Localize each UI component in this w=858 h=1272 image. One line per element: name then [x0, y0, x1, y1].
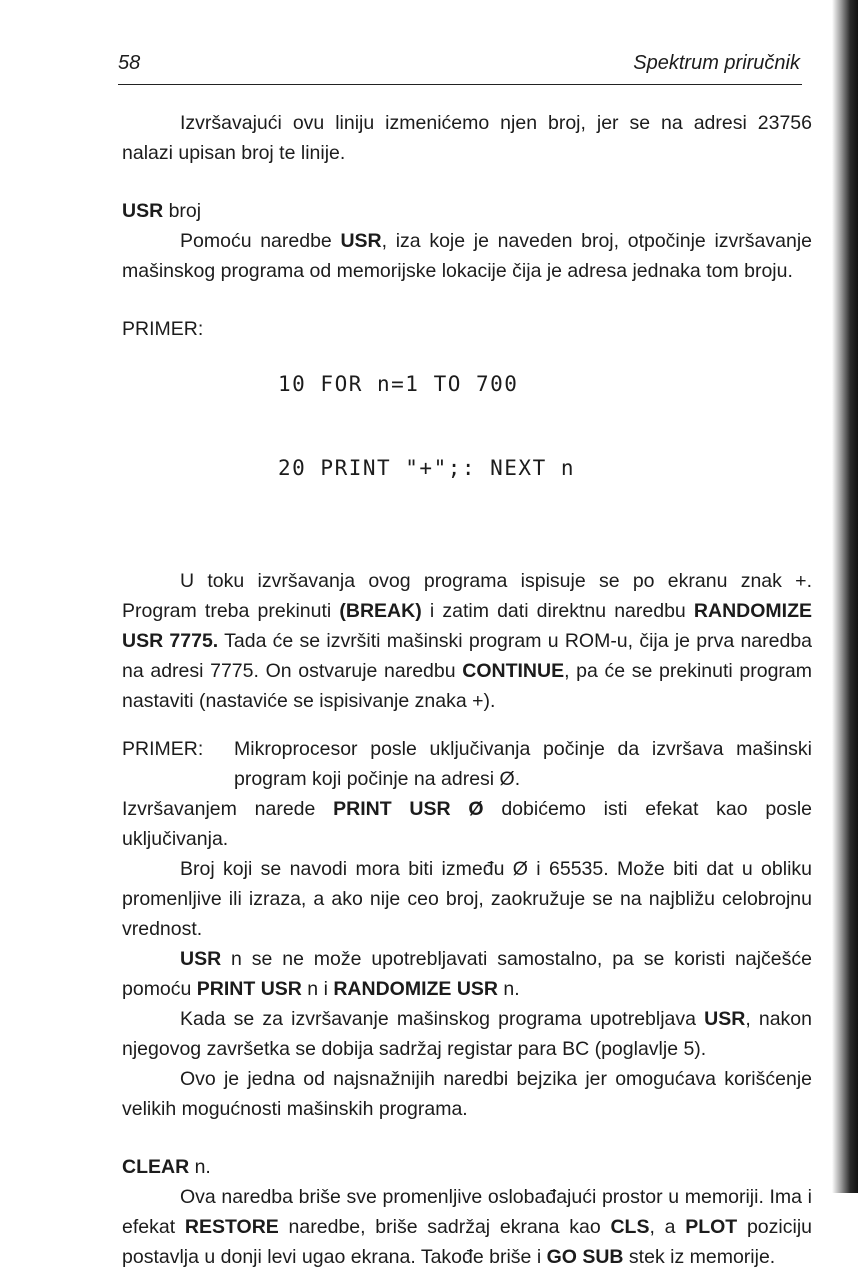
text-run: Ovo je jedna od najsnažnijih naredbi bejzika jer omogućava korišćenje velikih mogućnosti mašinskih programa. — [122, 1068, 812, 1120]
keyword: PRINT USR — [196, 978, 302, 1000]
text-run: Kada se za izvršavanje mašinskog programa upotrebljava — [180, 1008, 705, 1030]
clear-keyword: CLEAR — [122, 1156, 190, 1178]
page-header — [118, 52, 802, 85]
code-line: 20 PRINT "+";: NEXT n — [278, 456, 576, 480]
text-run: n i — [301, 978, 334, 1000]
code-line: 10 FOR n=1 TO 700 — [278, 372, 519, 396]
example-2-text: Mikroprocesor posle uključivanja počinje da izvršava mašinski program koji počinje na adresi Ø. — [234, 738, 812, 790]
usr-paragraph-4 — [122, 854, 812, 944]
text-run: Izvršavanjem narede — [122, 798, 334, 820]
keyword: RANDOMIZE USR 7775. — [122, 600, 812, 652]
keyword: USR — [704, 1008, 746, 1030]
running-title: Spektrum priručnik — [633, 52, 800, 74]
keyword: RESTORE — [184, 1216, 279, 1238]
keyword: RANDOMIZE USR — [333, 978, 498, 1000]
keyword: PRINT USR Ø — [333, 798, 484, 820]
text-run: naredbe, briše sadržaj ekrana kao — [278, 1216, 611, 1238]
intro-paragraph: Izvršavajući ovu liniju izmenićemo njen broj, jer se na adresi 23756 nalazi upisan broj te linije. — [122, 112, 812, 164]
text-run: Ova naredba briše sve promenljive oslobađajući prostor u memoriji. Ima i efekat — [122, 1186, 812, 1238]
text-run: , nakon njegovog završetka se dobija sadržaj registar para BC (poglavlje 5). — [122, 1008, 812, 1060]
keyword: CLS — [610, 1216, 650, 1238]
usr-paragraph-6 — [122, 1004, 812, 1064]
text-run: , a — [649, 1216, 686, 1238]
text-run: Tada će se izvršiti mašinski program u ROM-u, čija je prva naredba na adresi 7775. On ostvaruje naredbu — [122, 630, 813, 682]
text-run: Pomoću naredbe — [180, 230, 341, 252]
keyword: GO SUB — [546, 1246, 624, 1268]
text-run: dobićemo isti efekat kao posle uključivanja. — [122, 798, 812, 850]
scanned-page-edge — [832, 0, 858, 1193]
example-2-label: PRIMER: — [122, 738, 204, 760]
usr-paragraph-7 — [122, 1064, 812, 1124]
usr-keyword: USR — [122, 200, 164, 222]
keyword: USR — [180, 948, 222, 970]
page-content — [122, 108, 812, 1272]
keyword: PLOT — [685, 1216, 738, 1238]
example-label: PRIMER: — [122, 318, 204, 340]
text-run: U toku izvršavanja ovog programa ispisuje se po ekranu znak +. Program treba prekinuti — [122, 570, 812, 622]
text-run: n. — [498, 978, 520, 1000]
usr-paragraph-3 — [122, 794, 812, 854]
text-run: stek iz memorije. — [623, 1246, 776, 1268]
usr-paragraph-1 — [122, 226, 812, 286]
usr-example-2 — [122, 734, 812, 794]
text-run: Broj koji se navodi mora biti između Ø i 65535. Može biti dat u obliku promenljive ili izraza, a ako nije ceo broj, zaokružuje se na najbližu celobrojnu vrednost. — [122, 858, 812, 940]
keyword: (BREAK) — [339, 600, 422, 622]
usr-heading-arg: broj — [163, 200, 202, 222]
text-run: n se ne može upotrebljavati samostalno, pa se koristi najčešće pomoću — [122, 948, 812, 1000]
page-number: 58 — [118, 52, 141, 74]
text-run: , iza koje je naveden broj, otpočinje izvršavanje mašinskog programa od memorijske lokacije čija je adresa jednaka tom broju. — [122, 230, 812, 282]
usr-example — [122, 314, 812, 538]
text-run: poziciju postavlja u donji levi ugao ekrana. Takođe briše i — [122, 1216, 812, 1268]
text-run: , pa će se prekinuti program nastaviti (nastaviće se ispisivanje znaka +). — [122, 660, 812, 712]
code-listing — [278, 314, 575, 538]
clear-heading-arg: n. — [189, 1156, 211, 1178]
usr-heading — [122, 196, 812, 226]
clear-paragraph-1 — [122, 1182, 812, 1272]
clear-heading — [122, 1152, 812, 1182]
usr-paragraph-5 — [122, 944, 812, 1004]
text-run: i zatim dati direktnu naredbu — [421, 600, 694, 622]
keyword: CONTINUE — [462, 660, 565, 682]
usr-paragraph-2 — [122, 566, 812, 716]
keyword: USR — [340, 230, 382, 252]
